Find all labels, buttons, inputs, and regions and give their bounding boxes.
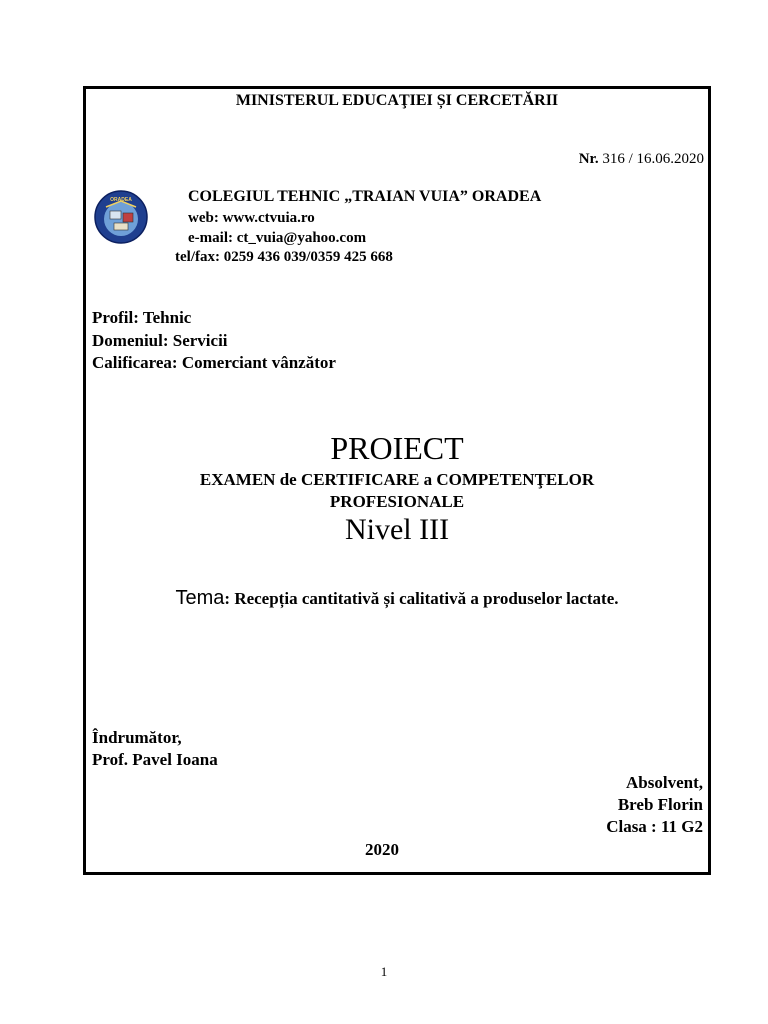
theme-line (86, 587, 708, 610)
page-number: 1 (380, 964, 388, 979)
exam-title-line2: PROFESIONALE (329, 492, 465, 511)
profile-calificare: Calificarea: Comerciant vânzător (92, 353, 336, 372)
school-name: COLEGIUL TEHNIC „TRAIAN VUIA” ORADEA (188, 188, 542, 205)
theme-label: Tema (175, 587, 225, 609)
year: 2020 (365, 840, 399, 859)
nr-value: 316 / 16.06.2020 (602, 151, 704, 167)
registration-number (579, 151, 704, 168)
exam-title-line1: EXAMEN de CERTIFICARE a COMPETENŢELOR (199, 470, 595, 489)
coordinator-name: Prof. Pavel Ioana (92, 750, 218, 769)
project-title: PROIECT (330, 430, 464, 466)
level-title: Nivel III (344, 513, 450, 546)
school-email: e-mail: ct_vuia@yahoo.com (188, 230, 367, 246)
page-border (83, 86, 711, 875)
coordinator-label: Îndrumător, (92, 728, 182, 747)
graduate-label: Absolvent, (626, 773, 703, 792)
logo-city-text: ORADEA (110, 197, 132, 203)
school-telfax: tel/fax: 0259 436 039/0359 425 668 (175, 249, 393, 265)
school-logo (94, 179, 148, 255)
ministry-heading: MINISTERUL EDUCAŢIEI ȘI CERCETĂRII (235, 92, 559, 109)
school-web: web: www.ctvuia.ro (188, 210, 315, 226)
profile-domeniu: Domeniul: Servicii (92, 331, 228, 350)
graduate-name: Breb Florin (617, 795, 703, 814)
nr-label: Nr. (578, 151, 599, 167)
profile-profil: Profil: Tehnic (92, 308, 192, 327)
graduate-class: Clasa : 11 G2 (606, 817, 703, 836)
theme-text: : Recepția cantitativă și calitativă a produselor lactate. (224, 589, 619, 608)
